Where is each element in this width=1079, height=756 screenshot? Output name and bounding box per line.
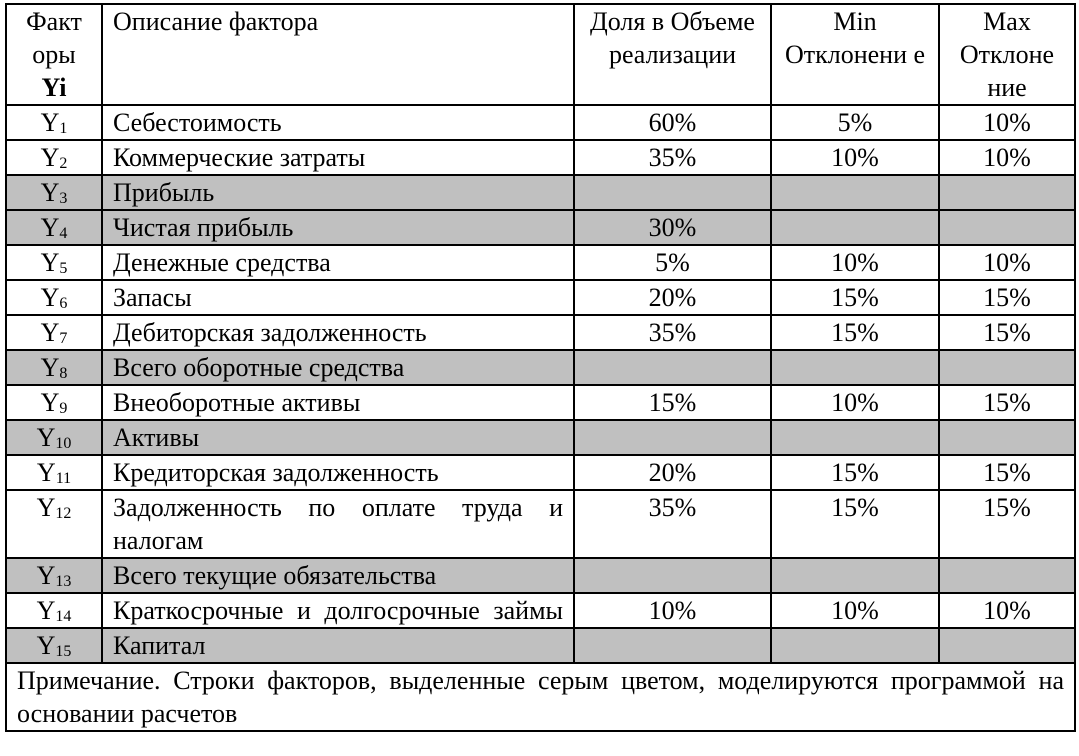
table-row — [6, 175, 1075, 210]
factor-letter: Y — [36, 631, 56, 660]
factor-letter: Y — [40, 143, 60, 172]
factor-symbol — [6, 175, 102, 210]
factor-max — [939, 175, 1075, 210]
table-row — [6, 558, 1075, 593]
factor-symbol — [6, 490, 102, 558]
factor-min — [771, 420, 939, 455]
factor-min: 15% — [771, 455, 939, 490]
table-row — [6, 245, 1075, 280]
factor-letter: Y — [36, 596, 56, 625]
table-row — [6, 105, 1075, 140]
factor-index: 5 — [59, 260, 68, 277]
factor-description: Чистая прибыль — [102, 210, 574, 245]
factor-index: 14 — [55, 608, 72, 625]
factor-min — [771, 175, 939, 210]
factor-max — [939, 558, 1075, 593]
factor-share: 20% — [574, 280, 771, 315]
factor-description: Капитал — [102, 628, 574, 663]
factor-min: 10% — [771, 140, 939, 175]
factor-description: Всего оборотные средства — [102, 350, 574, 385]
factor-description: Себестоимость — [102, 105, 574, 140]
factor-description: Коммерческие затраты — [102, 140, 574, 175]
factor-share: 35% — [574, 315, 771, 350]
factor-share — [574, 628, 771, 663]
table-row — [6, 455, 1075, 490]
header-description: Описание фактора — [102, 4, 574, 105]
factor-letter: Y — [36, 423, 56, 452]
factor-letter: Y — [40, 353, 60, 382]
factor-max — [939, 210, 1075, 245]
factor-symbol — [6, 245, 102, 280]
factor-index: 6 — [59, 295, 68, 312]
table-row — [6, 628, 1075, 663]
factor-description: Задолженность по оплате труда и налогам — [102, 490, 574, 558]
factor-letter: Y — [40, 213, 60, 242]
factor-symbol — [6, 593, 102, 628]
factor-letter: Y — [40, 283, 60, 312]
table-row — [6, 315, 1075, 350]
table-row — [6, 350, 1075, 385]
factor-max — [939, 628, 1075, 663]
factor-max: 15% — [939, 455, 1075, 490]
table-row — [6, 280, 1075, 315]
factor-description: Денежные средства — [102, 245, 574, 280]
factor-index: 10 — [55, 435, 72, 452]
factor-max: 15% — [939, 490, 1075, 558]
factor-index: 2 — [59, 155, 68, 172]
factor-description: Краткосрочные и долгосрочные займы — [102, 593, 574, 628]
table-row — [6, 420, 1075, 455]
factor-min: 15% — [771, 490, 939, 558]
factor-min — [771, 210, 939, 245]
table-row — [6, 140, 1075, 175]
factor-min: 5% — [771, 105, 939, 140]
factor-index: 4 — [59, 225, 68, 242]
factor-description: Активы — [102, 420, 574, 455]
factor-index: 1 — [59, 120, 68, 137]
factor-symbol — [6, 315, 102, 350]
factor-min: 15% — [771, 280, 939, 315]
note-row — [6, 663, 1075, 731]
factor-min: 10% — [771, 245, 939, 280]
header-factor — [6, 4, 102, 105]
factor-description: Кредиторская задолженность — [102, 455, 574, 490]
header-row — [6, 4, 1075, 105]
factor-index: 7 — [59, 330, 68, 347]
factor-symbol — [6, 350, 102, 385]
factor-letter: Y — [36, 458, 56, 487]
factor-index: 3 — [59, 190, 68, 207]
table-row — [6, 490, 1075, 558]
factor-description: Прибыль — [102, 175, 574, 210]
header-max: Max Отклоне ние — [939, 4, 1075, 105]
factor-min — [771, 628, 939, 663]
factor-share: 35% — [574, 490, 771, 558]
factor-symbol — [6, 420, 102, 455]
factor-share: 5% — [574, 245, 771, 280]
factor-max: 15% — [939, 280, 1075, 315]
factor-share — [574, 350, 771, 385]
table-row — [6, 210, 1075, 245]
table-row — [6, 385, 1075, 420]
header-factor-symbol: Yi — [41, 73, 67, 102]
factor-share: 15% — [574, 385, 771, 420]
factor-share: 20% — [574, 455, 771, 490]
header-factor-label: Факт оры — [26, 7, 82, 69]
factor-letter: Y — [36, 561, 56, 590]
factor-description: Запасы — [102, 280, 574, 315]
factor-description: Внеоборотные активы — [102, 385, 574, 420]
factor-symbol — [6, 105, 102, 140]
factor-letter: Y — [40, 318, 60, 347]
factor-index: 12 — [55, 505, 72, 522]
factor-symbol — [6, 385, 102, 420]
note-cell — [6, 663, 1075, 731]
factor-share — [574, 558, 771, 593]
factor-max: 10% — [939, 140, 1075, 175]
factor-min: 15% — [771, 315, 939, 350]
header-min: Min Отклонени е — [771, 4, 939, 105]
factor-letter: Y — [40, 248, 60, 277]
factor-letter: Y — [40, 178, 60, 207]
factor-letter: Y — [40, 108, 60, 137]
factor-max — [939, 420, 1075, 455]
factor-min: 10% — [771, 593, 939, 628]
note-text: Примечание. Строки факторов, выделенные серым цветом, моделируются программой на основании расчетов — [17, 666, 1064, 728]
factor-symbol — [6, 210, 102, 245]
factor-symbol — [6, 280, 102, 315]
factor-letter: Y — [36, 493, 56, 522]
factor-share: 60% — [574, 105, 771, 140]
factor-min — [771, 350, 939, 385]
factor-index: 11 — [55, 470, 72, 487]
factor-share — [574, 175, 771, 210]
factor-symbol — [6, 628, 102, 663]
factor-min: 10% — [771, 385, 939, 420]
factor-max: 10% — [939, 593, 1075, 628]
factor-share: 30% — [574, 210, 771, 245]
factor-index: 8 — [59, 365, 68, 382]
factor-index: 15 — [55, 643, 72, 660]
factor-symbol — [6, 455, 102, 490]
factor-description: Дебиторская задолженность — [102, 315, 574, 350]
factor-max: 15% — [939, 385, 1075, 420]
factors-table — [5, 3, 1076, 732]
factor-min — [771, 558, 939, 593]
factor-index: 9 — [59, 400, 68, 417]
factor-description: Всего текущие обязательства — [102, 558, 574, 593]
factor-share — [574, 420, 771, 455]
factor-symbol — [6, 558, 102, 593]
header-share: Доля в Объеме реализации — [574, 4, 771, 105]
factor-max: 10% — [939, 105, 1075, 140]
factor-share: 10% — [574, 593, 771, 628]
factor-letter: Y — [40, 388, 60, 417]
table-row — [6, 593, 1075, 628]
factor-symbol — [6, 140, 102, 175]
factor-index: 13 — [55, 573, 72, 590]
factor-max — [939, 350, 1075, 385]
factor-max: 10% — [939, 245, 1075, 280]
factor-share: 35% — [574, 140, 771, 175]
factor-max: 15% — [939, 315, 1075, 350]
